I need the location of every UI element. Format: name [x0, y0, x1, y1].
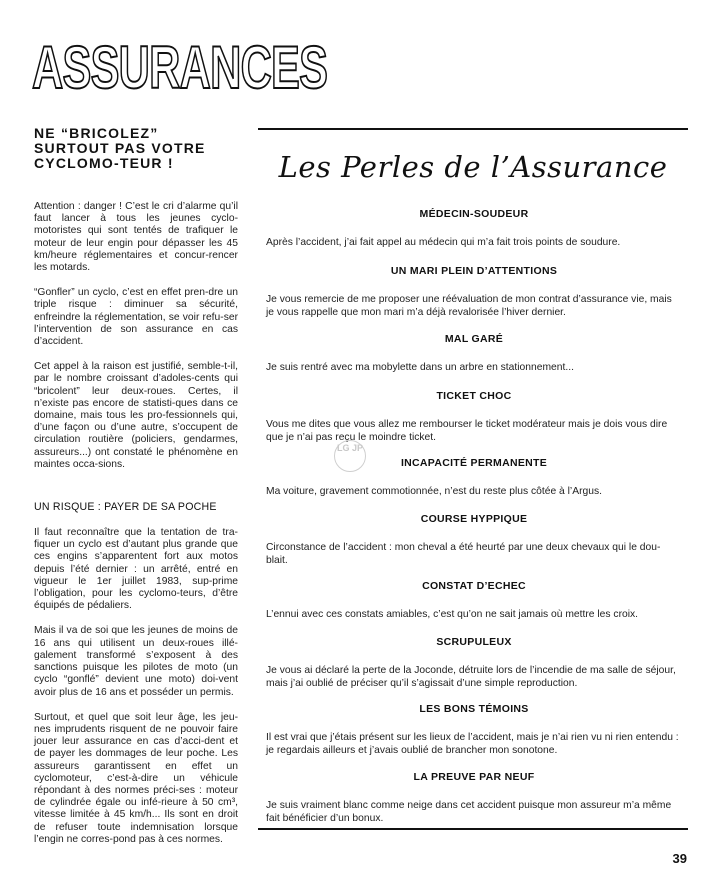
- perle-text: Après l’accident, j’ai fait appel au médecin qui m’a fait trois points de soudure.: [266, 237, 621, 248]
- perle-item: [266, 771, 682, 825]
- perle-heading: UN MARI PLEIN D’ATTENTIONS: [390, 265, 558, 277]
- watermark-logo: LG JP: [334, 440, 366, 472]
- perle-text: Je suis vraiment blanc comme neige dans cet accident puisque mon assureur m’a même fait bénéficier d’un bonux.: [266, 800, 672, 824]
- perle-heading: MÉDECIN-SOUDEUR: [419, 208, 529, 220]
- perle-item: [266, 457, 682, 499]
- perle-text: Vous me dites que vous allez me rembourser le ticket modérateur mais je dois vous dire que je n’ai pas reçu le moindre ticket.: [266, 419, 668, 443]
- perle-item: [266, 580, 682, 622]
- page-number: 39: [672, 851, 687, 866]
- article-paragraph: Mais il va de soi que les jeunes de moins de 16 ans qui utilisent un deux-roues illé-galement transformé s’exposent à des sanctions puisque les pilotes de moto (un cyclo “gonflé” devient une moto) doi-vent avoir plus de 16 ans et posséder un permis.: [34, 625, 238, 698]
- perle-text: Circonstance de l’accident : mon cheval a été heurté par une deux chevaux qui le dou-blait.: [266, 542, 661, 566]
- article-paragraph: Il faut reconnaître que la tentation de tra-fiquer un cyclo est d’autant plus grande que ces engins s’apparentent fort aux motos depuis l’été dernier : un arrêté, entré en vigueur le 1er juillet 1983, sup-prime l’obligation, pour les cyclomo-teurs, d’être équipés de pédaliers.: [34, 527, 238, 612]
- article-paragraph: Attention : danger ! C’est le cri d’alarme qu’il faut lancer à tous les jeunes cyclo-motoristes qui sont tentés de trafiquer le moteur de leur engin pour dépasser les 45 km/heure réglementaires et concur-rencer les motards.: [34, 201, 238, 274]
- perle-heading: CONSTAT D’ECHEC: [422, 580, 526, 592]
- article-paragraph: Cet appel à la raison est justifié, semble-t-il, par le nombre croissant d’adoles-cents qui “bricolent” leur deux-roues. Certes, il n’existe pas encore de statisti-ques dans ce domaine, mais tous les pro-fessionnels qui, d’une façon ou d’une autre, s’occupent de circulation routière (policiers, gendarmes, assureurs...) ont constaté le phénomène en maintes occa-sions.: [34, 361, 238, 470]
- perle-item: [266, 208, 682, 250]
- perle-text: L’ennui avec ces constats amiables, c’est qu’on ne sait jamais où mettre les croix.: [266, 609, 639, 620]
- perle-item: [266, 703, 682, 757]
- perle-heading: SCRUPULEUX: [436, 636, 512, 648]
- perle-heading: MAL GARÉ: [444, 333, 504, 345]
- perle-heading: LES BONS TÉMOINS: [419, 703, 529, 715]
- perle-text: Je vous remercie de me proposer une réévaluation de mon contrat d’assurance vie, mais je vous rappelle que mon mari m’a déjà revalorisée l’hiver dernier.: [266, 294, 672, 318]
- bottom-rule: [258, 828, 688, 830]
- perle-item: [266, 513, 682, 567]
- perle-item: [266, 333, 682, 375]
- article-headline: NE “BRICOLEZ” SURTOUT PAS VOTRE CYCLOMO-TEUR !: [34, 125, 206, 171]
- perle-text: Ma voiture, gravement commotionnée, n’est du reste plus côtée à l’Argus.: [266, 486, 602, 497]
- article-subheading: UN RISQUE : PAYER DE SA POCHE: [34, 501, 217, 514]
- perles-title: Les Perles de l’Assurance: [278, 150, 668, 184]
- article-paragraph: “Gonfler” un cyclo, c’est en effet pren-dre un triple risque : diminuer sa sécurité, enfreindre la réglementation, se voir refu-ser l’intervention de son assurance en cas d’accident.: [34, 287, 238, 348]
- perle-heading: TICKET CHOC: [436, 390, 512, 402]
- perle-text: Il est vrai que j’étais présent sur les lieux de l’accident, mais je n’ai rien vu ni rien entendu : je regardais ailleurs et j’avais oublié de brancher mon sonotone.: [266, 732, 679, 756]
- perle-item: [266, 390, 682, 444]
- perle-item: [266, 265, 682, 319]
- left-article: [34, 126, 238, 859]
- page-title: ASSURANCES: [32, 34, 328, 101]
- article-paragraph: Surtout, et quel que soit leur âge, les jeu-nes imprudents risquent de ne pouvoir faire jouer leur assurance en cas d’acci-dent et de payer les dommages de leur poche. Les assureurs garantissent en effet un cyclomoteur, c’est-à-dire un véhicule répondant à des normes préci-ses : moteur de cylindrée égale ou infé-rieure à 50 cm³, vitesse limitée à 45 km/h... Ils sont en droit de refuser toute indemnisation lorsque l’engin ne corres-pond pas à ces normes.: [34, 711, 238, 845]
- top-rule: [258, 128, 688, 130]
- perle-heading: LA PREUVE PAR NEUF: [413, 771, 535, 783]
- perle-heading: COURSE HYPPIQUE: [420, 513, 528, 525]
- perle-item: [266, 636, 682, 690]
- perle-text: Je suis rentré avec ma mobylette dans un arbre en stationnement...: [266, 362, 574, 373]
- perle-heading: INCAPACITÉ PERMANENTE: [400, 457, 548, 469]
- perle-text: Je vous ai déclaré la perte de la Joconde, détruite lors de l’incendie de ma salle de séjour, mais j’ai oublié de préciser qu’il s’agissait d’une simple reproduction.: [266, 665, 676, 689]
